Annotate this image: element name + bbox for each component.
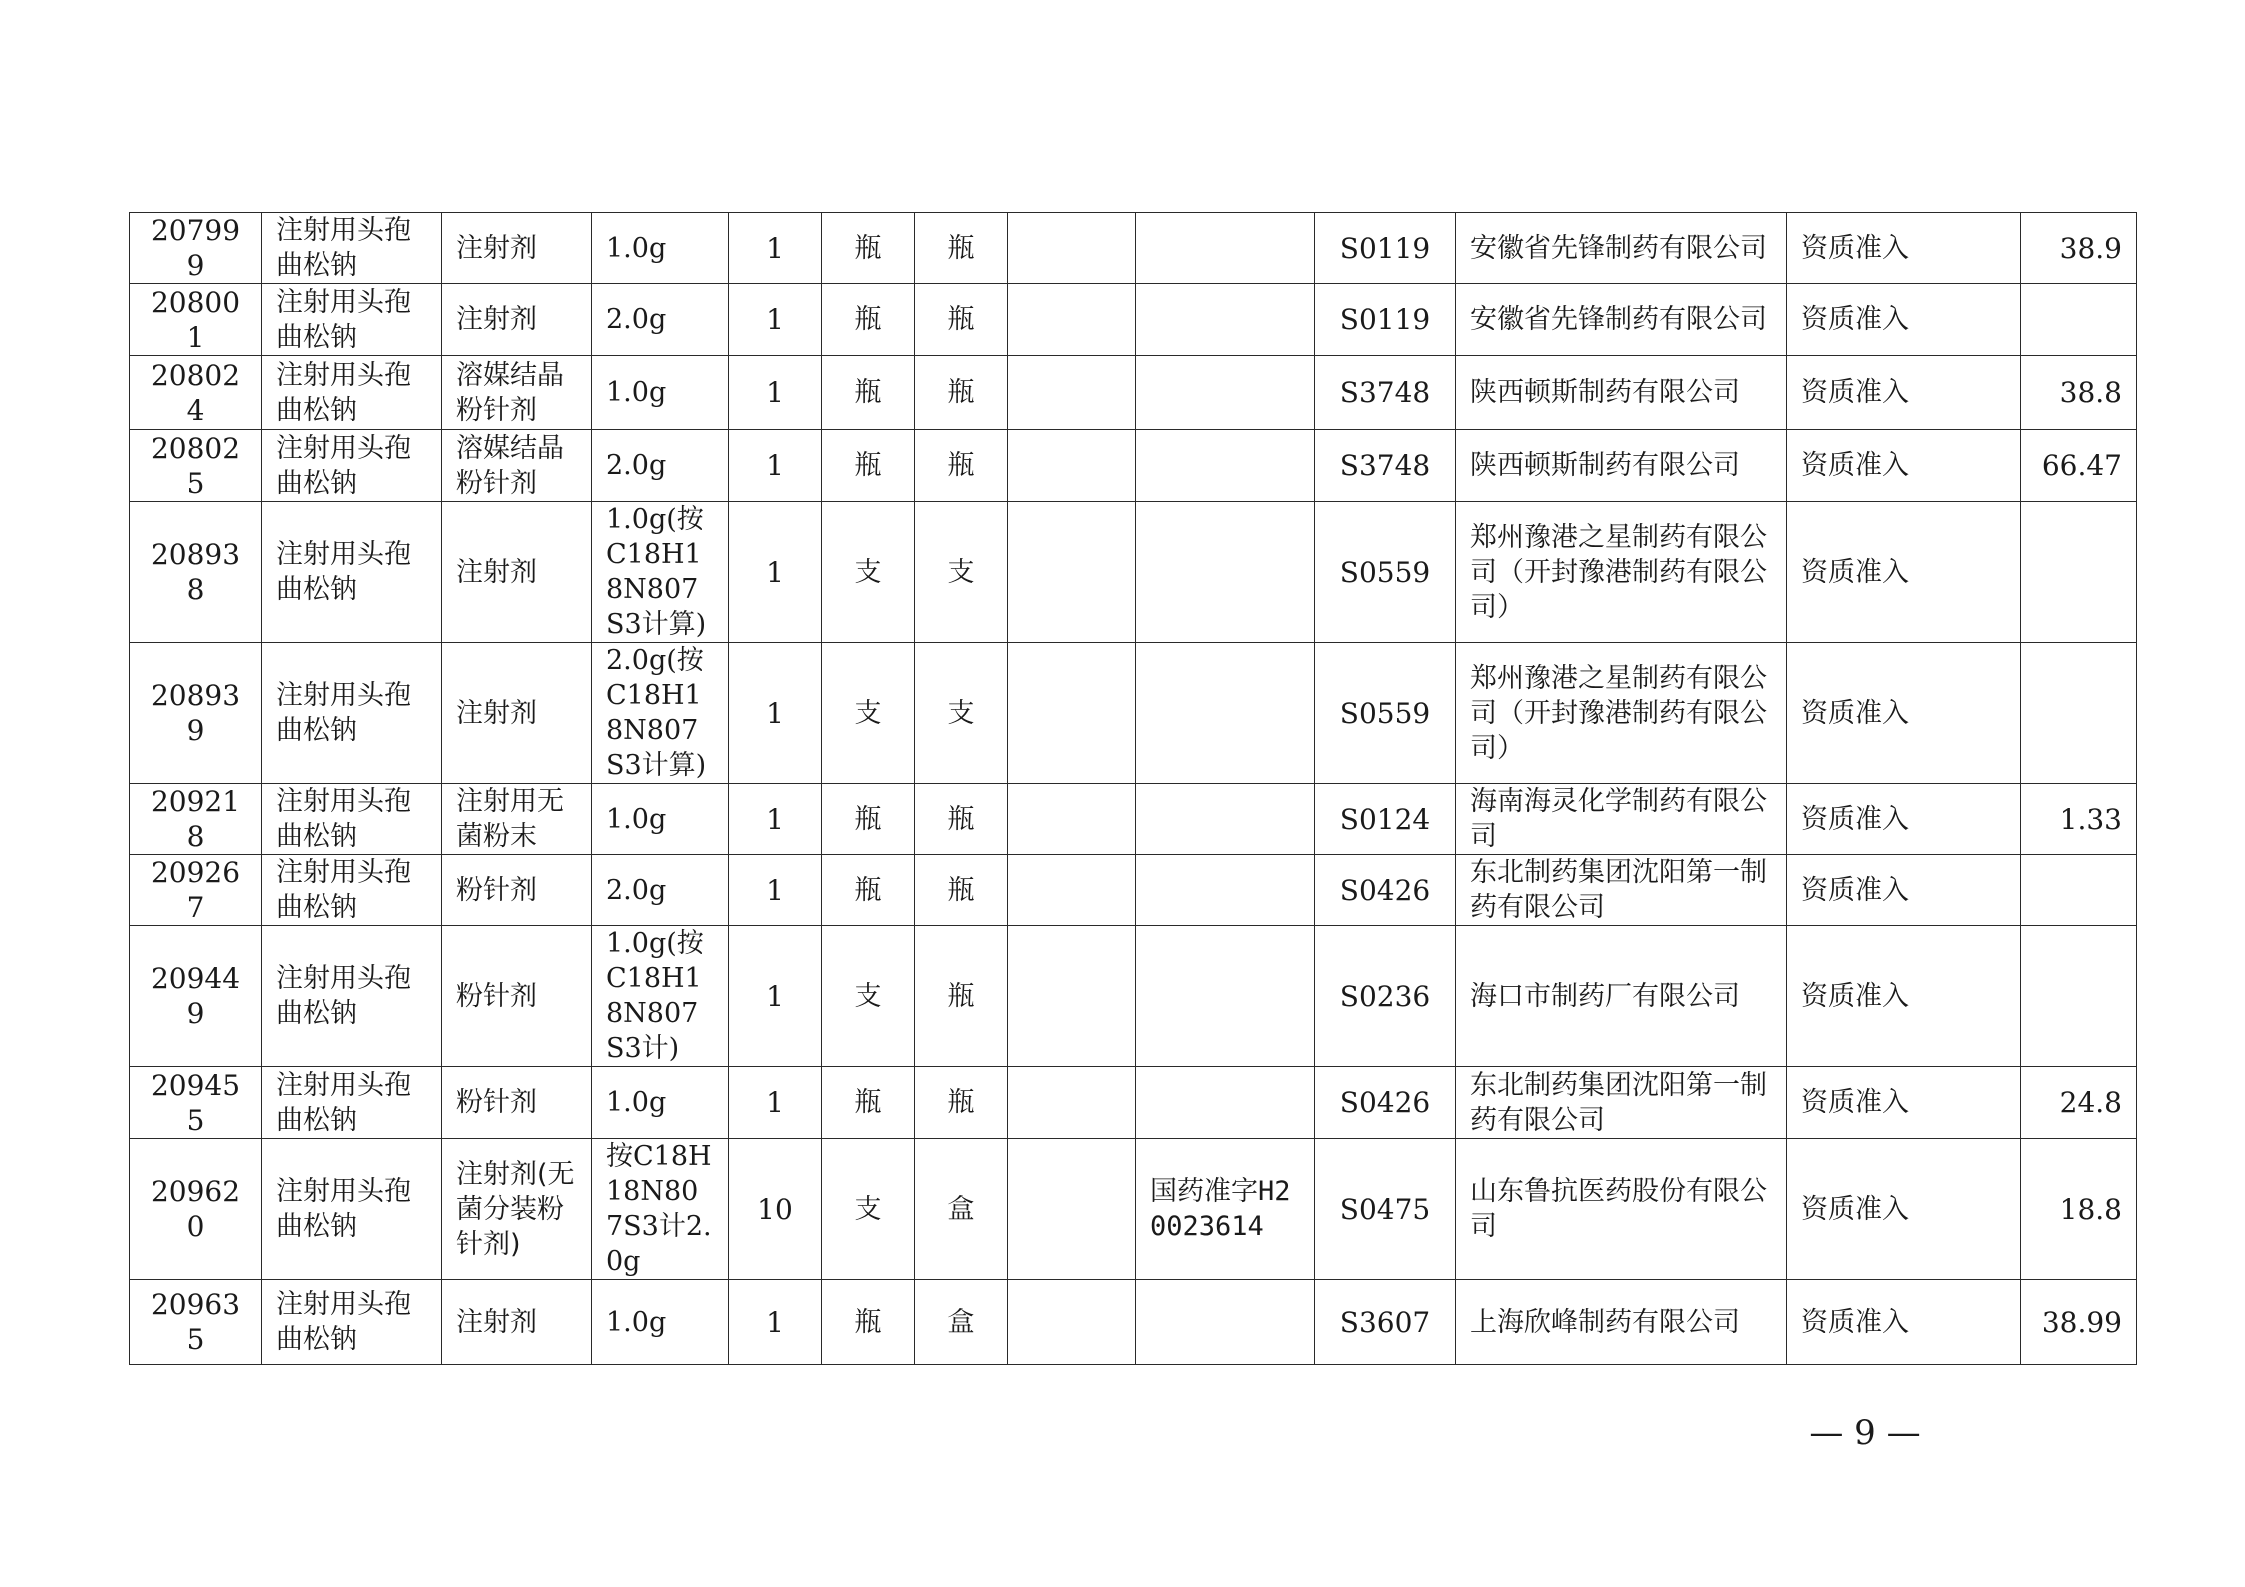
- drug-name-cell: 注射用头孢曲松钠: [262, 1280, 442, 1365]
- drug-name-cell: 注射用头孢曲松钠: [262, 1067, 442, 1139]
- drug-name-cell: 注射用头孢曲松钠: [262, 502, 442, 643]
- table-row: [130, 430, 2137, 502]
- min-unit-cell: 瓶: [822, 430, 915, 502]
- company-name-cell: 郑州豫港之星制药有限公司（开封豫港制药有限公司）: [1456, 502, 1787, 643]
- conversion-qty-cell: 1: [729, 1280, 822, 1365]
- drug-name-cell: 注射用头孢曲松钠: [262, 284, 442, 356]
- blank-cell: [1008, 1067, 1136, 1139]
- drug-code-cell: 209635: [130, 1280, 262, 1365]
- conversion-qty-cell: 1: [729, 784, 822, 855]
- table-row: [130, 356, 2137, 430]
- table-row: [130, 926, 2137, 1067]
- price-cell: 38.9: [2021, 213, 2137, 284]
- status-cell: 资质准入: [1787, 926, 2021, 1067]
- drug-name-cell: 注射用头孢曲松钠: [262, 855, 442, 926]
- table-row: [130, 1139, 2137, 1280]
- price-cell: 38.99: [2021, 1280, 2137, 1365]
- price-cell: [2021, 855, 2137, 926]
- table-row: [130, 213, 2137, 284]
- approval-number-cell: [1136, 784, 1315, 855]
- table-row: [130, 284, 2137, 356]
- company-code-cell: S0124: [1315, 784, 1456, 855]
- blank-cell: [1008, 284, 1136, 356]
- company-name-cell: 海南海灵化学制药有限公司: [1456, 784, 1787, 855]
- company-code-cell: S0426: [1315, 1067, 1456, 1139]
- specification-cell: 1.0g: [592, 784, 729, 855]
- drug-code-cell: 209449: [130, 926, 262, 1067]
- pack-unit-cell: 瓶: [915, 430, 1008, 502]
- blank-cell: [1008, 213, 1136, 284]
- min-unit-cell: 瓶: [822, 855, 915, 926]
- pack-unit-cell: 瓶: [915, 926, 1008, 1067]
- price-cell: [2021, 926, 2137, 1067]
- dosage-form-cell: 粉针剂: [442, 1067, 592, 1139]
- approval-number-cell: [1136, 213, 1315, 284]
- dosage-form-cell: 注射剂: [442, 643, 592, 784]
- status-cell: 资质准入: [1787, 502, 2021, 643]
- drug-name-cell: 注射用头孢曲松钠: [262, 1139, 442, 1280]
- company-name-cell: 安徽省先锋制药有限公司: [1456, 213, 1787, 284]
- company-name-cell: 东北制药集团沈阳第一制药有限公司: [1456, 1067, 1787, 1139]
- specification-cell: 按C18H18N807S3计2.0g: [592, 1139, 729, 1280]
- status-cell: 资质准入: [1787, 284, 2021, 356]
- company-code-cell: S0119: [1315, 284, 1456, 356]
- min-unit-cell: 瓶: [822, 1280, 915, 1365]
- drug-name-cell: 注射用头孢曲松钠: [262, 926, 442, 1067]
- approval-number-cell: [1136, 1067, 1315, 1139]
- dosage-form-cell: 注射剂: [442, 1280, 592, 1365]
- table-row: [130, 1067, 2137, 1139]
- status-cell: 资质准入: [1787, 784, 2021, 855]
- table-row: [130, 855, 2137, 926]
- specification-cell: 2.0g: [592, 284, 729, 356]
- table-body: [130, 213, 2137, 1365]
- company-name-cell: 郑州豫港之星制药有限公司（开封豫港制药有限公司）: [1456, 643, 1787, 784]
- dosage-form-cell: 粉针剂: [442, 855, 592, 926]
- conversion-qty-cell: 1: [729, 1067, 822, 1139]
- specification-cell: 1.0g(按C18H18N807S3计): [592, 926, 729, 1067]
- company-name-cell: 安徽省先锋制药有限公司: [1456, 284, 1787, 356]
- price-cell: [2021, 643, 2137, 784]
- price-cell: 1.33: [2021, 784, 2137, 855]
- drug-code-cell: 208938: [130, 502, 262, 643]
- approval-number-cell: [1136, 430, 1315, 502]
- conversion-qty-cell: 1: [729, 356, 822, 430]
- pack-unit-cell: 瓶: [915, 284, 1008, 356]
- table-row: [130, 643, 2137, 784]
- drug-name-cell: 注射用头孢曲松钠: [262, 356, 442, 430]
- specification-cell: 1.0g(按C18H18N807S3计算): [592, 502, 729, 643]
- drug-name-cell: 注射用头孢曲松钠: [262, 643, 442, 784]
- page-number: — 9 —: [1809, 1413, 1921, 1453]
- dosage-form-cell: 溶媒结晶粉针剂: [442, 356, 592, 430]
- company-code-cell: S3607: [1315, 1280, 1456, 1365]
- company-name-cell: 陕西顿斯制药有限公司: [1456, 430, 1787, 502]
- drug-code-cell: 208025: [130, 430, 262, 502]
- company-code-cell: S0236: [1315, 926, 1456, 1067]
- approval-number-cell: [1136, 643, 1315, 784]
- dosage-form-cell: 注射剂: [442, 502, 592, 643]
- company-name-cell: 陕西顿斯制药有限公司: [1456, 356, 1787, 430]
- conversion-qty-cell: 1: [729, 502, 822, 643]
- conversion-qty-cell: 1: [729, 213, 822, 284]
- company-code-cell: S0119: [1315, 213, 1456, 284]
- min-unit-cell: 瓶: [822, 213, 915, 284]
- approval-number-cell: [1136, 855, 1315, 926]
- approval-number-cell: [1136, 356, 1315, 430]
- company-name-cell: 海口市制药厂有限公司: [1456, 926, 1787, 1067]
- dosage-form-cell: 注射剂: [442, 284, 592, 356]
- price-cell: 66.47: [2021, 430, 2137, 502]
- specification-cell: 1.0g: [592, 213, 729, 284]
- company-name-cell: 山东鲁抗医药股份有限公司: [1456, 1139, 1787, 1280]
- drug-code-cell: 209218: [130, 784, 262, 855]
- pack-unit-cell: 瓶: [915, 855, 1008, 926]
- company-code-cell: S0475: [1315, 1139, 1456, 1280]
- status-cell: 资质准入: [1787, 1139, 2021, 1280]
- drug-code-cell: 209455: [130, 1067, 262, 1139]
- drug-code-cell: 208001: [130, 284, 262, 356]
- status-cell: 资质准入: [1787, 430, 2021, 502]
- price-cell: [2021, 284, 2137, 356]
- company-code-cell: S3748: [1315, 356, 1456, 430]
- table-row: [130, 502, 2137, 643]
- company-code-cell: S3748: [1315, 430, 1456, 502]
- status-cell: 资质准入: [1787, 1067, 2021, 1139]
- dosage-form-cell: 注射用无菌粉末: [442, 784, 592, 855]
- price-cell: 18.8: [2021, 1139, 2137, 1280]
- company-name-cell: 东北制药集团沈阳第一制药有限公司: [1456, 855, 1787, 926]
- drug-code-cell: 209620: [130, 1139, 262, 1280]
- blank-cell: [1008, 926, 1136, 1067]
- approval-number-cell: [1136, 926, 1315, 1067]
- company-code-cell: S0426: [1315, 855, 1456, 926]
- table-row: [130, 1280, 2137, 1365]
- conversion-qty-cell: 1: [729, 926, 822, 1067]
- min-unit-cell: 支: [822, 502, 915, 643]
- conversion-qty-cell: 1: [729, 855, 822, 926]
- blank-cell: [1008, 643, 1136, 784]
- conversion-qty-cell: 1: [729, 284, 822, 356]
- status-cell: 资质准入: [1787, 213, 2021, 284]
- price-cell: [2021, 502, 2137, 643]
- drug-code-cell: 208939: [130, 643, 262, 784]
- status-cell: 资质准入: [1787, 855, 2021, 926]
- pack-unit-cell: 瓶: [915, 1067, 1008, 1139]
- pack-unit-cell: 支: [915, 643, 1008, 784]
- dosage-form-cell: 溶媒结晶粉针剂: [442, 430, 592, 502]
- drug-code-cell: 207999: [130, 213, 262, 284]
- conversion-qty-cell: 1: [729, 643, 822, 784]
- dosage-form-cell: 粉针剂: [442, 926, 592, 1067]
- drug-code-cell: 209267: [130, 855, 262, 926]
- table-row: [130, 784, 2137, 855]
- specification-cell: 1.0g: [592, 356, 729, 430]
- min-unit-cell: 瓶: [822, 1067, 915, 1139]
- min-unit-cell: 支: [822, 926, 915, 1067]
- approval-number-cell: [1136, 502, 1315, 643]
- company-code-cell: S0559: [1315, 643, 1456, 784]
- blank-cell: [1008, 855, 1136, 926]
- company-name-cell: 上海欣峰制药有限公司: [1456, 1280, 1787, 1365]
- blank-cell: [1008, 1280, 1136, 1365]
- pack-unit-cell: 盒: [915, 1280, 1008, 1365]
- pack-unit-cell: 支: [915, 502, 1008, 643]
- conversion-qty-cell: 10: [729, 1139, 822, 1280]
- blank-cell: [1008, 356, 1136, 430]
- drug-list-table: [129, 212, 2137, 1365]
- pack-unit-cell: 盒: [915, 1139, 1008, 1280]
- drug-name-cell: 注射用头孢曲松钠: [262, 784, 442, 855]
- min-unit-cell: 支: [822, 1139, 915, 1280]
- approval-number-cell: [1136, 1280, 1315, 1365]
- blank-cell: [1008, 1139, 1136, 1280]
- dosage-form-cell: 注射剂(无菌分装粉针剂): [442, 1139, 592, 1280]
- drug-name-cell: 注射用头孢曲松钠: [262, 213, 442, 284]
- price-cell: 24.8: [2021, 1067, 2137, 1139]
- pack-unit-cell: 瓶: [915, 213, 1008, 284]
- company-code-cell: S0559: [1315, 502, 1456, 643]
- approval-number-cell: [1136, 284, 1315, 356]
- drug-code-cell: 208024: [130, 356, 262, 430]
- status-cell: 资质准入: [1787, 643, 2021, 784]
- conversion-qty-cell: 1: [729, 430, 822, 502]
- specification-cell: 2.0g: [592, 855, 729, 926]
- status-cell: 资质准入: [1787, 1280, 2021, 1365]
- blank-cell: [1008, 784, 1136, 855]
- min-unit-cell: 瓶: [822, 784, 915, 855]
- status-cell: 资质准入: [1787, 356, 2021, 430]
- specification-cell: 1.0g: [592, 1280, 729, 1365]
- min-unit-cell: 瓶: [822, 284, 915, 356]
- specification-cell: 2.0g(按C18H18N807S3计算): [592, 643, 729, 784]
- min-unit-cell: 瓶: [822, 356, 915, 430]
- pack-unit-cell: 瓶: [915, 784, 1008, 855]
- price-cell: 38.8: [2021, 356, 2137, 430]
- blank-cell: [1008, 502, 1136, 643]
- specification-cell: 2.0g: [592, 430, 729, 502]
- pack-unit-cell: 瓶: [915, 356, 1008, 430]
- approval-number-cell: 国药准字H20023614: [1136, 1139, 1315, 1280]
- min-unit-cell: 支: [822, 643, 915, 784]
- specification-cell: 1.0g: [592, 1067, 729, 1139]
- dosage-form-cell: 注射剂: [442, 213, 592, 284]
- blank-cell: [1008, 430, 1136, 502]
- drug-name-cell: 注射用头孢曲松钠: [262, 430, 442, 502]
